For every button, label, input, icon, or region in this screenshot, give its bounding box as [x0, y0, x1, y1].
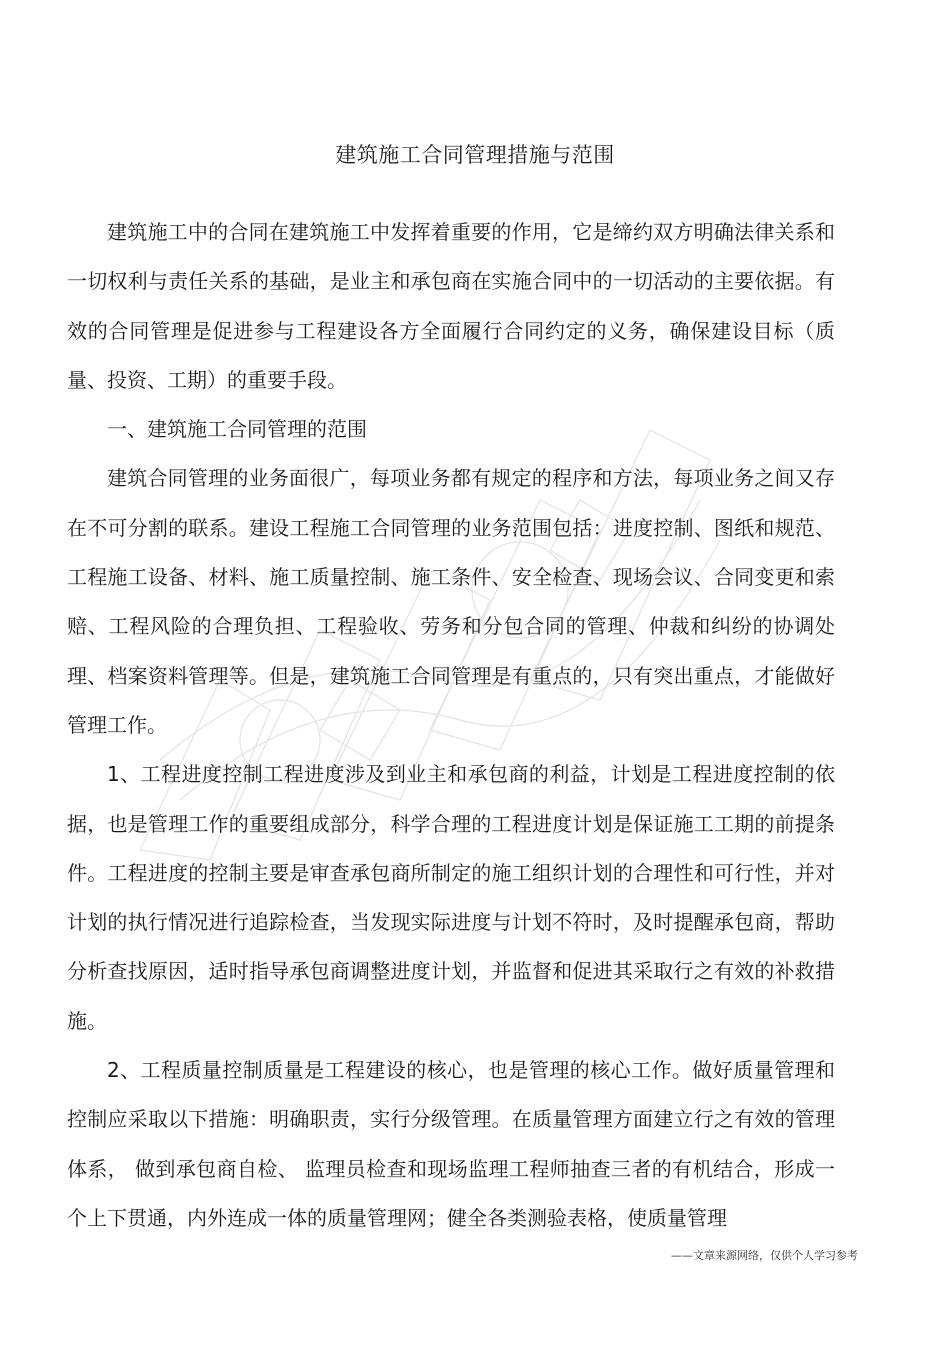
paragraph-intro: 建筑施工中的合同在建筑施工中发挥着重要的作用，它是缔约双方明确法律关系和一切权利与责任关系的基础，是业主和承包商在实施合同中的一切活动的主要依据。有效的合同管理是促进参与工程建设各方全面履行合同约定的义务，确保建设目标（质量、投资、工期）的重要手段。	[67, 220, 835, 392]
footer-note: ——文章来源网络，仅供个人学习参考	[671, 1249, 858, 1262]
document-body	[67, 208, 835, 1243]
paragraph-progress-control: 1、工程进度控制工程进度涉及到业主和承包商的利益，计划是工程进度控制的依据，也是管理工作的重要组成部分，科学合理的工程进度计划是保证施工工期的前提条件。工程进度的控制主要是审查承包商所制定的施工组织计划的合理性和可行性，并对计划的执行情况进行追踪检查，当发现实际进度与计划不符时，及时提醒承包商，帮助分析查找原因，适时指导承包商调整进度计划，并监督和促进其采取行之有效的补救措施。	[67, 762, 835, 1033]
paragraph-quality-control: 2、工程质量控制质量是工程建设的核心，也是管理的核心工作。做好质量管理和控制应采取以下措施：明确职责，实行分级管理。在质量管理方面建立行之有效的管理体系， 做到承包商自检、 监理员检查和现场监理工程师抽查三者的有机结合，形成一个上下贯通，内外连成一体的质量管理网；健全各类测验表格，使质量管理	[67, 1058, 835, 1230]
section-heading: 一、建筑施工合同管理的范围	[107, 417, 367, 442]
document-title: 建筑施工合同管理措施与范围	[335, 143, 615, 167]
paragraph-scope: 建筑合同管理的业务面很广，每项业务都有规定的程序和方法，每项业务之间又存在不可分割的联系。建设工程施工合同管理的业务范围包括：进度控制、图纸和规范、工程施工设备、材料、施工质量控制、施工条件、安全检查、现场会议、合同变更和索赔、工程风险的合理负担、工程验收、劳务和分包合同的管理、仲裁和纠纷的协调处理、档案资料管理等。但是，建筑施工合同管理是有重点的，只有突出重点，才能做好管理工作。	[67, 466, 835, 737]
